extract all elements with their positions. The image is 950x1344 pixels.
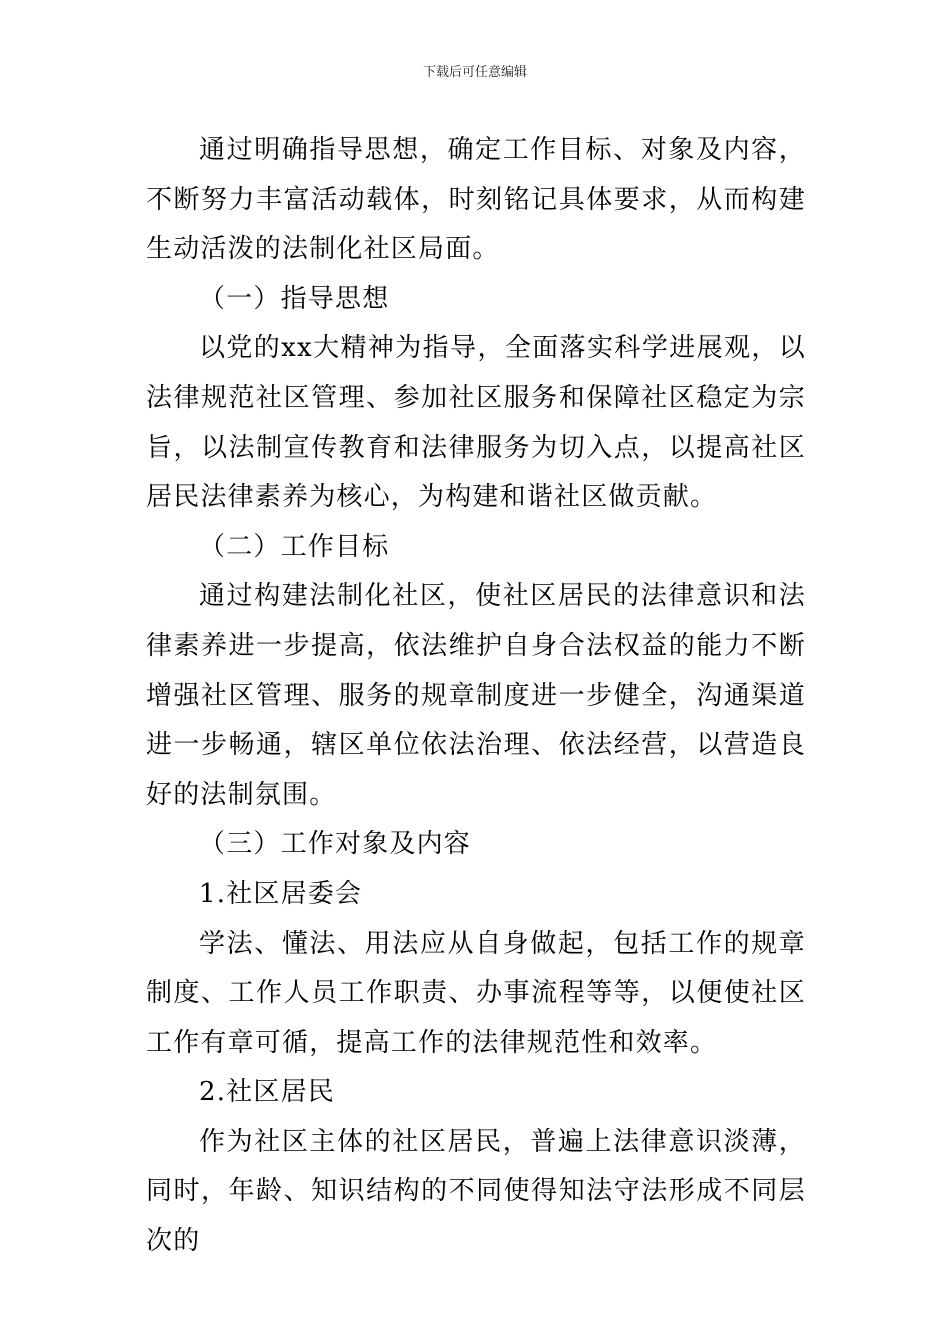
subheading-community-residents: 2.社区居民 <box>199 1077 336 1108</box>
section-heading-work-targets: （三）工作对象及内容 <box>199 829 472 860</box>
intro-paragraph: 通过明确指导思想，确定工作目标、对象及内容，不断努力丰富活动载体，时刻铭记具体要求，从而构建生动活泼的法制化社区局面。 <box>146 135 806 265</box>
subheading-residents-committee: 1.社区居委会 <box>199 878 363 909</box>
document-body <box>146 126 806 1267</box>
guiding-thought-paragraph: 以党的xx大精神为指导，全面落实科学进展观，以法律规范社区管理、参加社区服务和保障社区稳定为宗旨，以法制宣传教育和法律服务为切入点，以提高社区居民法律素养为核心，为构建和谐社区做贡献。 <box>146 333 806 513</box>
community-residents-paragraph: 作为社区主体的社区居民，普遍上法律意识淡薄，同时，年龄、知识结构的不同使得知法守法形成不同层次的 <box>146 1126 806 1257</box>
section-heading-guiding-thought: （一）指导思想 <box>199 283 390 314</box>
work-goal-paragraph: 通过构建法制化社区，使社区居民的法律意识和法律素养进一步提高，依法维护自身合法权益的能力不断增强社区管理、服务的规章制度进一步健全，沟通渠道进一步畅通，辖区单位依法治理、依法经营，以营造良好的法制氛围。 <box>146 581 806 810</box>
download-note: 下载后可任意编辑 <box>422 65 527 80</box>
section-heading-work-goal: （二）工作目标 <box>199 531 390 562</box>
residents-committee-paragraph: 学法、懂法、用法应从自身做起，包括工作的规章制度、工作人员工作职责、办事流程等等，以便使社区工作有章可循，提高工作的法律规范性和效率。 <box>146 928 806 1058</box>
